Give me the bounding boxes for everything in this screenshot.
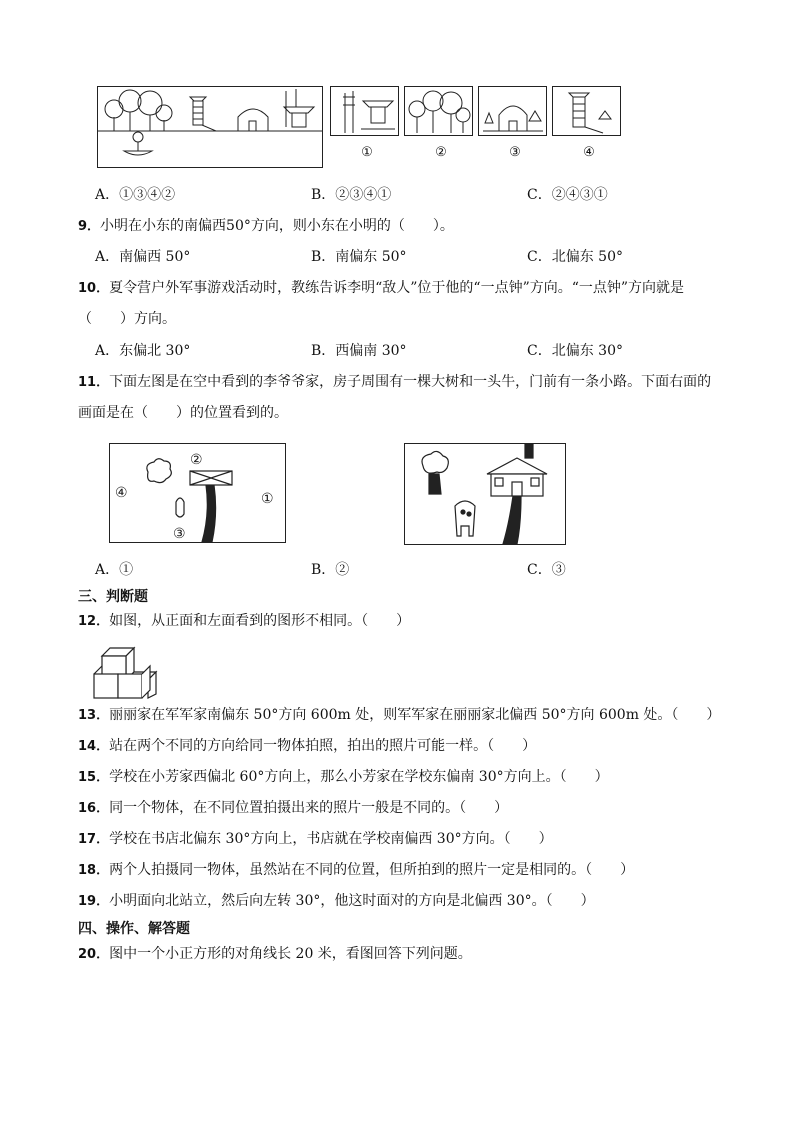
question-20 [78, 944, 472, 965]
question-15 [78, 767, 609, 788]
question-text-line-2: （ ）方向。 [78, 311, 176, 327]
scene-image [97, 86, 323, 168]
map-label-2: ② [190, 452, 203, 468]
question-number: 20． [78, 947, 110, 962]
question-13 [78, 705, 720, 726]
question-text: 小明面向北站立，然后向左转 30°，他这时面对的方向是北偏西 30°。（ ） [109, 893, 595, 909]
question-18 [78, 860, 634, 881]
question-number: 15． [78, 770, 110, 785]
question-number: 18． [78, 863, 110, 878]
question-number: 14． [78, 739, 110, 754]
option-drawing-2 [405, 87, 472, 135]
question-text: 如图，从正面和左面看到的图形不相同。（ ） [109, 613, 411, 629]
q11-option-c[interactable]: C．③ [527, 562, 566, 578]
question-text: 图中一个小正方形的对角线长 20 米，看图回答下列问题。 [109, 946, 472, 962]
question-number: 13． [78, 708, 110, 723]
q8-option-a[interactable]: A．①③④② [95, 187, 176, 203]
option-drawing-1 [331, 87, 398, 135]
question-number: 12． [78, 614, 110, 629]
question-text: 小明在小东的南偏西50°方向，则小东在小明的（ ）。 [100, 218, 454, 234]
top-view-drawing [110, 444, 285, 542]
map-label-3: ③ [173, 526, 186, 542]
question-19 [78, 891, 595, 912]
section-heading-operation: 四、操作、解答题 [78, 921, 190, 937]
section-heading-judgment: 三、判断题 [78, 589, 148, 605]
map-label-4: ④ [115, 485, 128, 501]
question-text: 站在两个不同的方向给同一物体拍照，拍出的照片可能一样。（ ） [109, 738, 537, 754]
question-10 [78, 278, 684, 299]
question-text: 丽丽家在军军家南偏东 50°方向 600m 处，则军军家在丽丽家北偏西 50°方向 600m 处。（ ） [109, 707, 721, 723]
question-17 [78, 829, 553, 850]
option-image-caption-3: ③ [509, 145, 521, 160]
q9-option-c[interactable]: C．北偏东 50° [527, 249, 623, 265]
scene-drawing [98, 87, 322, 167]
question-text: 两个人拍摄同一物体，虽然站在不同的位置，但所拍到的照片一定是相同的。（ ） [109, 862, 635, 878]
question-number: 11． [78, 375, 110, 390]
question-text: 学校在小芳家西偏北 60°方向上，那么小芳家在学校东偏南 30°方向上。（ ） [109, 769, 609, 785]
option-image-2 [404, 86, 473, 136]
q10-option-a[interactable]: A．东偏北 30° [95, 343, 191, 359]
option-image-4 [552, 86, 621, 136]
question-text-line-1: 下面左图是在空中看到的李爷爷家，房子周围有一棵大树和一头牛，门前有一条小路。下面右面的 [109, 374, 712, 390]
question-16 [78, 798, 508, 819]
q10-option-b[interactable]: B．西偏南 30° [311, 343, 407, 359]
option-image-caption-4: ④ [583, 145, 595, 160]
top-view-map [109, 443, 286, 543]
option-drawing-4 [553, 87, 620, 135]
q9-option-a[interactable]: A．南偏西 50° [95, 249, 191, 265]
question-9 [78, 216, 454, 237]
question-text-line-1: 夏令营户外军事游戏活动时，教练告诉李明“敌人”位于他的“一点钟”方向。“一点钟”方向就是 [109, 280, 685, 296]
option-image-caption-1: ① [361, 145, 373, 160]
question-text: 同一个物体，在不同位置拍摄出来的照片一般是不同的。（ ） [109, 800, 509, 816]
question-12 [78, 611, 410, 632]
q11-option-b[interactable]: B．② [311, 562, 350, 578]
question-number: 16． [78, 801, 110, 816]
q10-option-c[interactable]: C．北偏东 30° [527, 343, 623, 359]
question-text-line-2: 画面是在（ ）的位置看到的。 [78, 405, 288, 421]
question-14 [78, 736, 536, 757]
q8-option-c[interactable]: C．②④③① [527, 187, 608, 203]
q8-option-b[interactable]: B．②③④① [311, 187, 392, 203]
cube-stack-figure [92, 638, 158, 698]
question-number: 9． [78, 219, 101, 234]
side-view-drawing [405, 444, 565, 544]
question-text: 学校在书店北偏东 30°方向上，书店就在学校南偏西 30°方向。（ ） [109, 831, 553, 847]
option-image-caption-2: ② [435, 145, 447, 160]
map-label-1: ① [261, 491, 274, 507]
option-drawing-3 [479, 87, 546, 135]
question-number: 17． [78, 832, 110, 847]
option-image-1 [330, 86, 399, 136]
side-view-picture [404, 443, 566, 545]
option-image-3 [478, 86, 547, 136]
q9-option-b[interactable]: B．南偏东 50° [311, 249, 407, 265]
question-11 [78, 372, 711, 393]
question-number: 19． [78, 894, 110, 909]
q11-option-a[interactable]: A．① [95, 562, 134, 578]
question-number: 10． [78, 281, 110, 296]
